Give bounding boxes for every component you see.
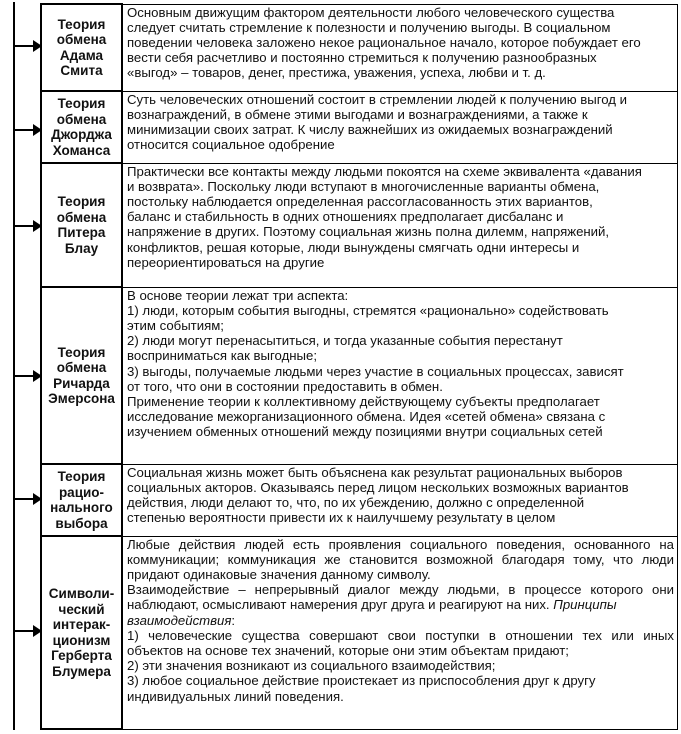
observation-line: наблюдают, осмысливают намерения друг друга и реагируют на них. Принципы — [127, 597, 617, 613]
table-row — [41, 464, 678, 536]
row-arrow — [15, 40, 41, 52]
theory-description: Любые действия людей есть проявления социального поведения, основанного на коммуникации; коммуникация же становится возможной благодаря тому, что люди придают одинаковые значения данному символу. Взаимодействие – непрерывный диалог между людьми, в процессе которого они наблюдают, осмысливают намерения друг друга и реагируют на них. Принципы взаимодействия: 1) человеческие существа совершают свои поступки в отношении тех или иных объектов на основе тех значений, которые они этим объектам придают; 2) эти значения возникают из социального взаимодействия; 3) любое социальное действие проистекает из приспособления друг к другу индивидуальных линий поведения. — [122, 536, 678, 729]
theory-name: Теория обмена Питера Блау — [41, 163, 122, 287]
row-arrow — [15, 625, 41, 637]
row-arrow — [15, 124, 41, 136]
theory-description: Практически все контакты между людьми покоятся на схеме эквивалента «давания и возврата». Поскольку люди вступают в многочисленные варианты обмена, постольку наблюдается определенная рассогласованность этих вариантов, баланс и стабильность в одних отношениях предполагает дисбаланс и напряжение в других. Поэтому социальная жизнь полна дилемм, напряжений, конфликтов, решая которые, люди вынуждены смягчать одни интересы и переориентироваться на другие — [122, 163, 678, 287]
theory-name: Теория обмена Джорджа Хоманса — [41, 91, 122, 163]
table-row — [41, 287, 678, 464]
theory-description: Суть человеческих отношений состоит в стремлении людей к получению выгод и вознаграждений, в обмене этими выгодами и вознаграждениями, а также к минимизации своих затрат. К числу важнейших из ожидаемых вознаграждений относится социальное одобрение — [122, 91, 678, 163]
table-row — [41, 4, 678, 91]
table-row — [41, 536, 678, 729]
row-arrow — [15, 220, 41, 232]
theory-description: В основе теории лежат три аспекта: 1) люди, которым события выгодны, стремятся «рационально» содействовать этим событиям; 2) люди могут перенасытиться, и тогда указанные события перестанут восприниматься как выгодные; 3) выгоды, получаемые людьми через участие в социальных процессах, зависят от того, что они в состоянии предоставить в обмен. Применение теории к коллективному действующему субъекты предполагает исследование межорганизационного обмена. Идея «сетей обмена» связана с изучением обменных отношений между позициями внутри социальных сетей — [122, 287, 678, 464]
theory-name: Теория обмена Адама Смита — [41, 4, 122, 91]
theory-name: Теория рацио- нального выбора — [41, 464, 122, 536]
theory-description: Основным движущим фактором деятельности любого человеческого существа следует считать стремление к полезности и получению выгоды. В социальном поведении человека заложено некое рациональное начало, которое побуждает его вести себя расчетливо и постоянно стремиться к получению разнообразных «выгод» – товаров, денег, престижа, уважения, успеха, любви и т. д. — [122, 4, 678, 91]
principles-line: взаимодействия: — [127, 612, 236, 628]
row-arrow — [15, 370, 41, 382]
row-arrow — [15, 493, 41, 505]
table-row — [41, 91, 678, 163]
theory-name: Символи- ческий интерак- ционизм Герберта Блумера — [41, 536, 122, 729]
theories-table — [40, 3, 678, 730]
timeline-spine — [13, 2, 15, 730]
theory-name: Теория обмена Ричарда Эмерсона — [41, 287, 122, 464]
table-row — [41, 163, 678, 287]
theory-description: Социальная жизнь может быть объяснена как результат рациональных выборов социальных акторов. Оказываясь перед лицом нескольких возможных вариантов действия, люди делают то, что, по их убеждению, должно с определенной степенью вероятности привести их к наилучшему результату в целом — [122, 464, 678, 536]
